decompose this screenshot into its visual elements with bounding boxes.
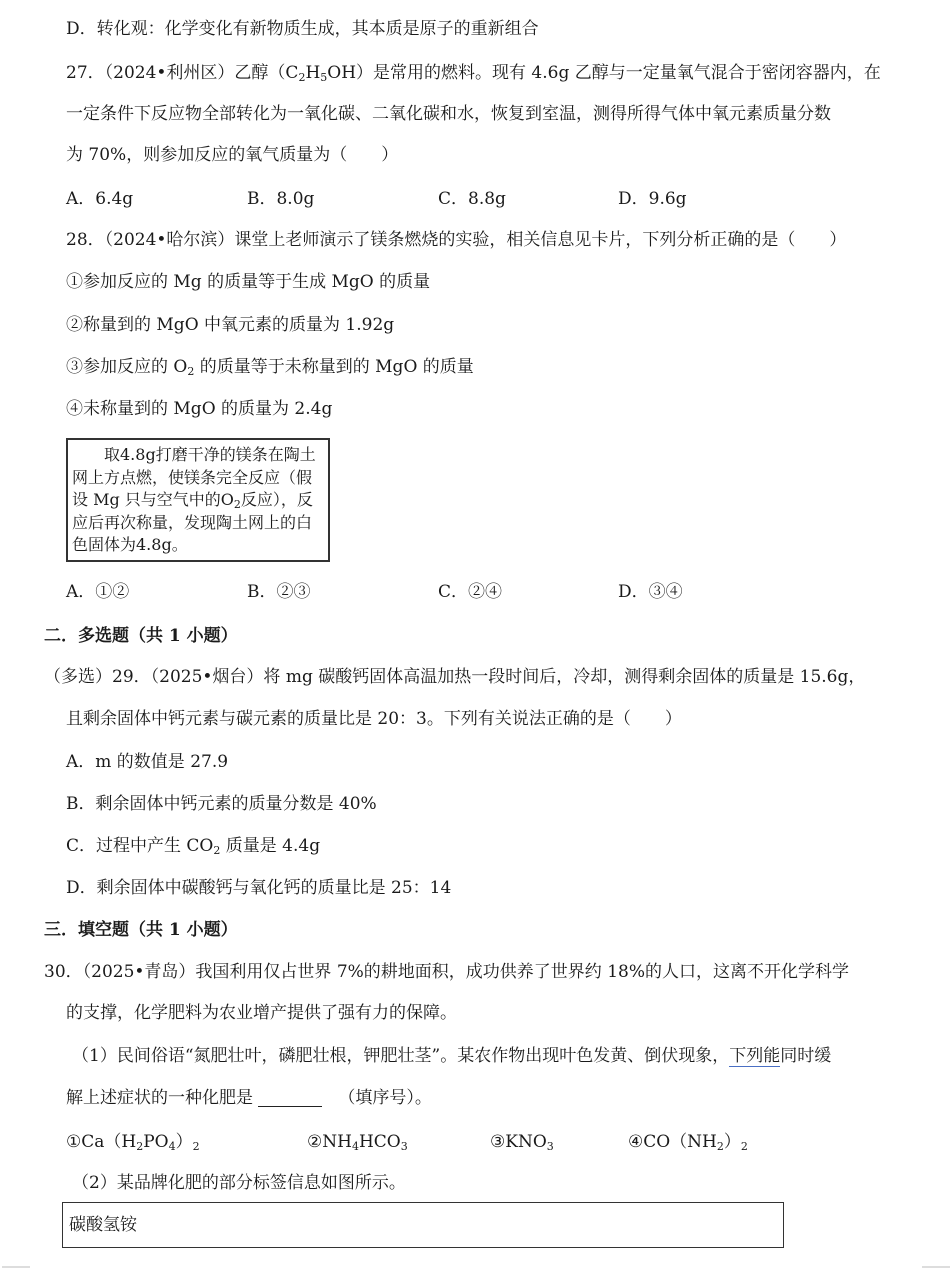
q29-option-b[interactable]: B．剩余固体中钙元素的质量分数是 40%	[66, 794, 377, 814]
q30-choices	[66, 1130, 786, 1154]
q30-choice-4[interactable]: $④CO(NH_2)_2$	[628, 1132, 748, 1153]
q26-option-d: D．转化观：化学变化有新物质生成，其本质是原子的重新组合	[66, 19, 539, 39]
fertilizer-label-box	[62, 1202, 784, 1248]
q28-statement-3: ③参加反应的 $O_2$ 的质量等于未称量到的 MgO 的质量	[66, 357, 474, 378]
q30-stem-line1: 30．（2025•青岛）我国利用仅占世界 7%的耕地面积，成功供养了世界约 18%的人口，这离不开化学科学	[44, 962, 849, 982]
q28-info-card	[66, 438, 330, 562]
q30-choice-2[interactable]: $②NH_4HCO_3$	[307, 1132, 408, 1153]
q29-option-c[interactable]: C．过程中产生 $CO_2$ 质量是 4.4g	[66, 836, 321, 857]
q27-option-a[interactable]: A．6.4g	[66, 189, 134, 209]
q28-option-b[interactable]: B．②③	[247, 582, 311, 602]
q28-option-d[interactable]: D．③④	[618, 582, 683, 602]
q30-part2: （2）某品牌化肥的部分标签信息如图所示。	[72, 1173, 406, 1193]
q30-part1-line1: （1）民间俗语“氮肥壮叶，磷肥壮根，钾肥壮茎”。某农作物出现叶色发黄、倒伏现象，下列能同时缓	[72, 1046, 832, 1066]
q28-option-c[interactable]: C．②④	[438, 582, 503, 602]
q29-option-d[interactable]: D．剩余固体中碳酸钙与氧化钙的质量比是 25：14	[66, 878, 452, 898]
section-2-heading: 二．多选题（共 1 小题）	[44, 626, 238, 646]
q30-underlined-text: 下列能	[729, 1046, 781, 1066]
q29-stem-line2: 且剩余固体中钙元素与碳元素的质量比是 20：3。下列有关说法正确的是（ ）	[66, 709, 682, 729]
q27-stem-line2: 一定条件下反应物全部转化为一氧化碳、二氧化碳和水，恢复到室温，测得所得气体中氧元素质量分数	[66, 104, 831, 124]
q28-options	[66, 580, 766, 604]
q30-part1-line2: 解上述症状的一种化肥是 （填序号）。	[66, 1088, 432, 1108]
q27-option-b[interactable]: B．8.0g	[247, 189, 315, 209]
q28-stem: 28．（2024•哈尔滨）课堂上老师演示了镁条燃烧的实验，相关信息见卡片，下列分析正确的是（ ）	[66, 230, 847, 250]
q30-choice-1[interactable]: $①Ca(H_2PO_4)_2$	[66, 1132, 200, 1153]
corner-mark-left	[2, 1266, 32, 1280]
q30-answer-blank[interactable]	[258, 1088, 322, 1107]
q27-options	[66, 187, 766, 211]
corner-mark-right	[920, 1266, 950, 1280]
q27-option-c[interactable]: C．8.8g	[438, 189, 506, 209]
q29-option-a[interactable]: A．m 的数值是 27.9	[66, 752, 229, 772]
q28-card-text: 取4.8g打磨干净的镁条在陶土网上方点燃，使镁条完全反应（假设 Mg 只与空气中的$O_2$反应），反应后再次称量，发现陶土网上的白色固体为4.8g。	[72, 445, 316, 554]
q30-stem-line2: 的支撑，化学肥料为农业增产提供了强有力的保障。	[66, 1003, 457, 1023]
q27-stem-line3: 为 70%，则参加反应的氧气质量为（ ）	[66, 145, 399, 165]
q29-stem-line1: （多选）29．（2025•烟台）将 mg 碳酸钙固体高温加热一段时间后，冷却，测得剩余固体的质量是 15.6g，	[44, 667, 866, 687]
q28-statement-4: ④未称量到的 MgO 的质量为 2.4g	[66, 399, 333, 419]
q27-option-d[interactable]: D．9.6g	[618, 189, 687, 209]
q28-statement-1: ①参加反应的 Mg 的质量等于生成 MgO 的质量	[66, 272, 431, 292]
q30-choice-3[interactable]: $③KNO_3$	[490, 1132, 554, 1153]
section-3-heading: 三．填空题（共 1 小题）	[44, 920, 238, 940]
fertilizer-label-text: 碳酸氢铵	[69, 1215, 137, 1235]
q28-statement-2: ②称量到的 MgO 中氧元素的质量为 1.92g	[66, 315, 395, 335]
q28-option-a[interactable]: A．①②	[66, 582, 130, 602]
q27-stem-line1: 27．（2024•利州区）乙醇$(C_2H_5OH)$是常用的燃料。现有 4.6g 乙醇与一定量氧气混合于密闭容器内，在	[66, 63, 881, 84]
